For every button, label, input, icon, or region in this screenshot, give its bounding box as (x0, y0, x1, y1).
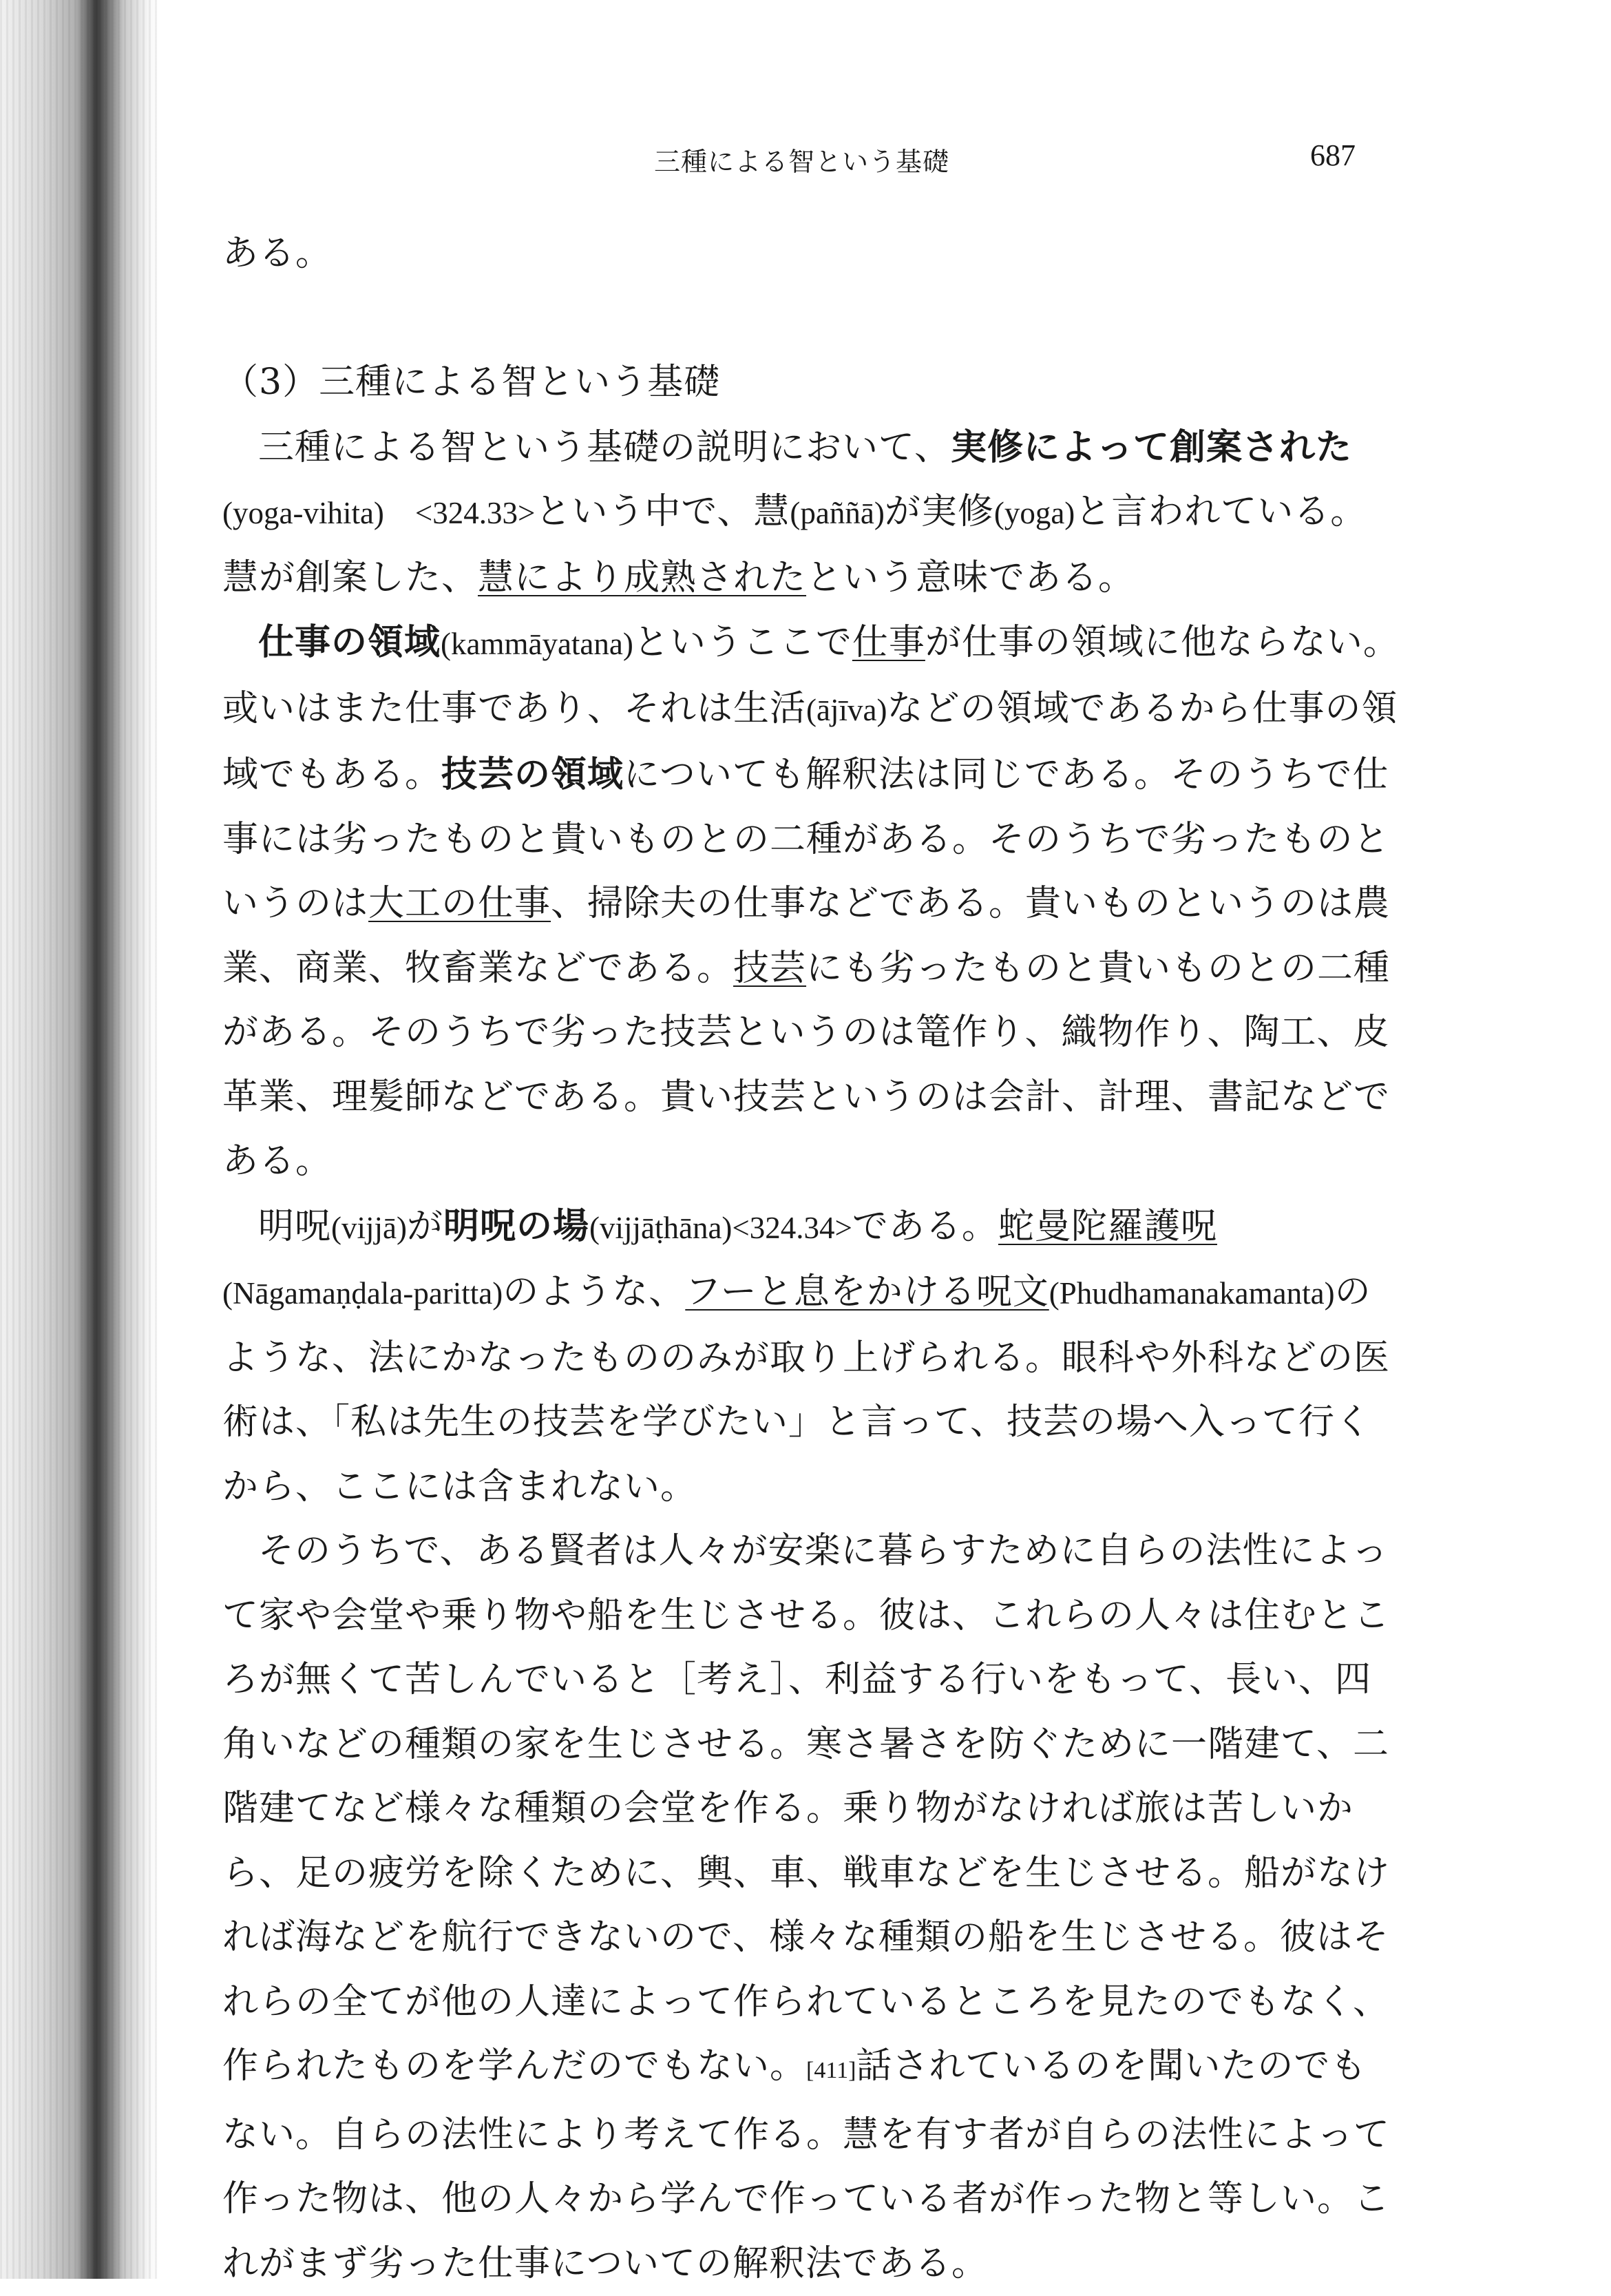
running-head: 三種による智という基礎 (654, 147, 950, 177)
text-run: 、掃除夫の仕事などである。貴いものというのは農業、商業、牧畜業などである。 (222, 883, 1391, 989)
text-run: が実修 (884, 491, 994, 532)
text-run: というここで (633, 622, 852, 663)
page-reference: [411] (806, 2058, 856, 2083)
text-run: のような、法にかなったもののみが取り上げられる。眼科や外科などの医術は、「私は先生の技芸を学びたい」と言って、技芸の場へ入って行くから、ここには含まれない。 (222, 1271, 1391, 1507)
pali-term: (vijjā) (331, 1210, 407, 1245)
underlined-term: フーと息をかける呪文 (685, 1271, 1049, 1313)
text-run: 三種による智という基礎の説明において、 (258, 426, 951, 468)
underlined-term: 慧により成熟された (478, 556, 807, 598)
paragraph-continuation (222, 222, 1400, 286)
bold-term: 実修によって創案された (950, 426, 1352, 468)
text-run: のような、 (503, 1271, 686, 1313)
text-run: が仕事の領域に他ならない。或いはまた仕事であり、それは生活 (222, 622, 1400, 729)
underlined-term: 蛇曼陀羅護呪 (998, 1205, 1217, 1247)
text-run: が (406, 1205, 443, 1247)
page-number: 687 (1310, 138, 1356, 172)
pali-term: (ājīva) (806, 692, 887, 727)
paragraph-vijja (222, 1194, 1400, 1520)
section-heading: （3）三種による智という基礎 (222, 362, 721, 403)
pali-term: (Phudhamanakamanta) (1049, 1276, 1335, 1311)
pali-term: (vijjāṭhāna)<324.34> (589, 1210, 852, 1245)
text-run: にも劣ったものと貴いものとの二種がある。そのうちで劣った技芸というのは篭作り、織物作り、陶工、皮革業、理髪師などである。貴い技芸というのは会計、計理、書記などである。 (222, 947, 1391, 1182)
paragraph-kammayatana (222, 610, 1400, 1194)
text-run: である。 (852, 1205, 998, 1247)
text-run: などの領域であるから仕事の領域でもある。 (222, 687, 1398, 795)
text-run: という中で、慧 (535, 491, 790, 532)
bold-term: 仕事の領域 (258, 621, 441, 663)
pali-term: (Nāgamaṇḍala-paritta) (222, 1276, 503, 1311)
text-run: についても解釈法は同じである。そのうちで仕事には劣ったものと貴いものとの二種がある。そのうちで劣ったものというのは (222, 754, 1390, 924)
underlined-term: 大工の仕事 (368, 883, 551, 924)
binding-shadow (0, 0, 158, 2279)
text-run: 明呪 (258, 1205, 332, 1247)
paragraph-yoga (222, 415, 1400, 611)
body-text (222, 222, 1400, 2296)
text-run: そのうちで、ある賢者は人々が安楽に暮らすために自らの法性によって家や会堂や乗り物や船を生じさせる。彼は、これらの人々は住むところが無くて苦しんでいると［考え］、利益する行いをもって、長い、四角いなどの種類の家を生じさせる。寒さ暑さを防ぐために一階建て、二階建てなど様々な種類の会堂を作る。乗り物がなければ旅は苦しいから、足の疲労を除くために、輿、車、戦車などを生じさせる。船がなければ海などを航行できないので、様々な種類の船を生じさせる。彼はそれらの全てが他の人達によって作られているところを見たのでもなく、作られたものを学んだのでもない。 (222, 1530, 1391, 2087)
text-run: ある。 (222, 233, 333, 274)
text-run: と言われている。慧が創案した、 (222, 491, 1367, 598)
underlined-term: 仕事 (852, 622, 925, 663)
section-gap (222, 286, 1400, 351)
paragraph-wise-one (222, 1519, 1400, 2296)
underlined-term: 技芸 (733, 947, 807, 989)
text-run: 話されているのを聞いたのでもない。自らの法性により考えて作る。慧を有す者が自らの法性によって作った物は、他の人々から学んで作っている者が作った物と等しい。これがまず劣った仕事についての解釈法である。 (222, 2045, 1391, 2284)
bold-term: 明呪の場 (443, 1204, 589, 1247)
pali-term: (kammāyatana) (441, 627, 633, 661)
pali-term: (paññā) (790, 496, 885, 530)
pali-term: (yoga-vihita) <324.33> (222, 496, 536, 530)
text-run: という意味である。 (806, 556, 1135, 598)
bold-term: 技芸の領域 (441, 753, 624, 795)
pali-term: (yoga) (993, 496, 1075, 530)
